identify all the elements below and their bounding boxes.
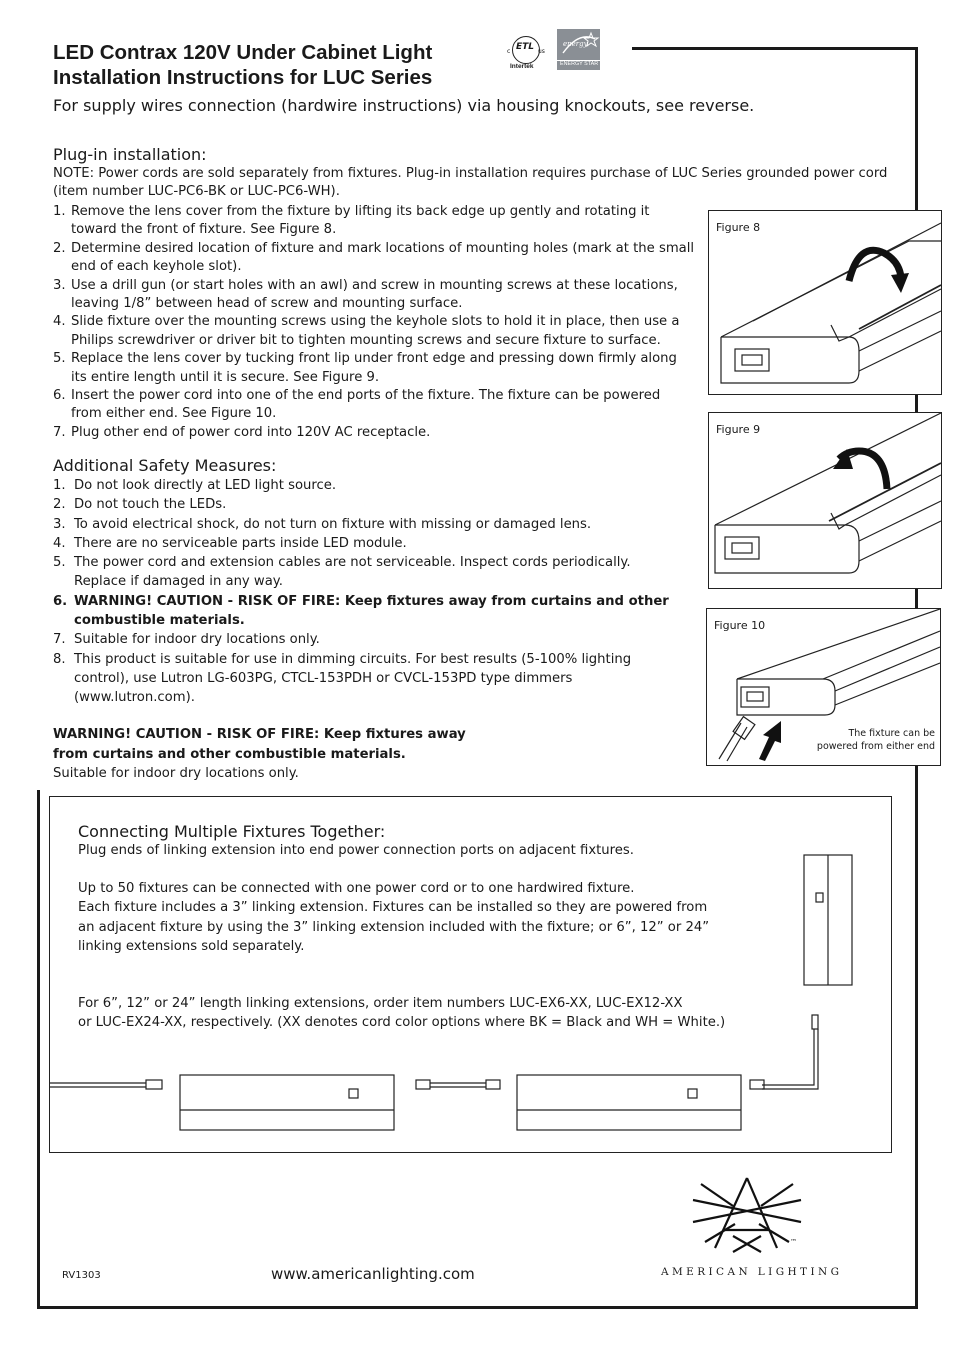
list-item-number: 6. bbox=[53, 593, 68, 609]
trademark-symbol: ™ bbox=[790, 1238, 797, 1246]
list-item-text: Slide fixture over the mounting screws using the keyhole slots to hold it in place, then use a Philips screwdriver or driver bit to tighten mounting screws and secure fixture to surface. bbox=[71, 314, 680, 348]
list-item bbox=[53, 630, 673, 649]
list-item bbox=[53, 387, 695, 424]
list-item bbox=[53, 650, 673, 708]
connecting-para-3-line-2: or LUC-EX24-XX, respectively. (XX denotes cord color options where BK = Black and WH = White.) bbox=[78, 1015, 726, 1031]
intertek-label: Intertek bbox=[510, 63, 534, 70]
list-item-number: 5. bbox=[53, 351, 66, 367]
connecting-para-2-line-3: an adjacent fixture by using the 3” linking extension included with the fixture; or 6”, 12” or 24” bbox=[78, 919, 710, 935]
list-item-text: Do not look directly at LED light source. bbox=[74, 478, 337, 493]
list-item bbox=[53, 476, 673, 495]
list-item-text: Replace the lens cover by tucking front lip under front edge and pressing down firmly along its entire length until it is secure. See Figure 9. bbox=[71, 351, 677, 385]
list-item-number: 2. bbox=[53, 497, 66, 513]
title-line-2: Installation Instructions for LUC Series bbox=[53, 66, 433, 89]
list-item-number: 7. bbox=[53, 424, 66, 440]
page-title bbox=[53, 40, 493, 90]
frame-bottom-rule bbox=[37, 1306, 918, 1309]
connecting-para-2-line-4: linking extensions sold separately. bbox=[78, 938, 305, 954]
list-item-text: Determine desired location of fixture and mark locations of mounting holes (mark at the small end of each keyhole slot). bbox=[71, 240, 695, 275]
figure-10-caption bbox=[785, 727, 935, 753]
list-item-number: 5. bbox=[53, 555, 66, 571]
plugin-note: NOTE: Power cords are sold separately from fixtures. Plug-in installation requires purchase of LUC Series grounded power cord (item number LUC-PC6-BK or LUC-PC6-WH). bbox=[53, 166, 888, 200]
list-item-number: 3. bbox=[53, 516, 66, 532]
list-item-text: There are no serviceable parts inside LED module. bbox=[74, 535, 407, 551]
list-item-text: This product is suitable for use in dimming circuits. For best results (5-100% lighting control), use Lutron LG-603PG, CTCL-153PDH or CVCL-153PD type dimmers (www.lutron.com). bbox=[74, 651, 632, 706]
figure-8-label: Figure 8 bbox=[716, 221, 761, 234]
figure-10-caption-line-2: powered from either end bbox=[816, 741, 935, 752]
arrow-up-icon bbox=[759, 721, 781, 761]
list-item-number: 1. bbox=[53, 478, 66, 493]
list-item-text: Remove the lens cover from the fixture by lifting its back edge up gently and rotating it toward the front of fixture. See Figure 8. bbox=[71, 204, 650, 238]
list-item-text: To avoid electrical shock, do not turn on fixture with missing or damaged lens. bbox=[74, 516, 592, 532]
list-item-text: Use a drill gun (or start holes with an awl) and screw in mounting screws at these locations, leaving 1/8” between head of screw and mounting surface. bbox=[71, 277, 678, 312]
plugin-steps bbox=[53, 203, 695, 442]
energy-star-label: ENERGY STAR bbox=[560, 61, 599, 67]
list-item bbox=[53, 424, 695, 442]
list-item bbox=[53, 515, 673, 534]
american-lighting-logo bbox=[655, 1170, 845, 1282]
etl-mark: ETL bbox=[516, 42, 535, 52]
star-a-logo-icon bbox=[655, 1170, 845, 1265]
page-subtitle: For supply wires connection (hardwire instructions) via housing knockouts, see reverse. bbox=[53, 96, 755, 115]
list-item bbox=[53, 240, 695, 277]
list-item-number: 4. bbox=[53, 314, 66, 330]
figure-9-label: Figure 9 bbox=[716, 423, 761, 436]
list-item-text: Plug other end of power cord into 120V AC receptacle. bbox=[71, 424, 431, 440]
connecting-fixtures-box bbox=[49, 796, 892, 1153]
list-item-number: 7. bbox=[53, 632, 66, 648]
list-item bbox=[53, 592, 673, 631]
title-line-1: LED Contrax 120V Under Cabinet Light bbox=[53, 41, 433, 64]
safety-list bbox=[53, 476, 673, 708]
list-item bbox=[53, 534, 673, 553]
fire-warning-block bbox=[53, 725, 473, 784]
footer-website: www.americanlighting.com bbox=[271, 1265, 475, 1283]
list-item-text: Suitable for indoor dry locations only. bbox=[74, 632, 320, 648]
list-item bbox=[53, 553, 673, 592]
brand-name: AMERICAN LIGHTING bbox=[661, 1266, 843, 1278]
figure-10 bbox=[706, 608, 941, 766]
energy-star-logo bbox=[557, 29, 600, 70]
connecting-heading: Connecting Multiple Fixtures Together: bbox=[78, 822, 386, 841]
fire-warning-line-3: Suitable for indoor dry locations only. bbox=[53, 766, 299, 781]
connecting-para-2-line-2: Each fixture includes a 3” linking extension. Fixtures can be installed so they are powered from bbox=[78, 900, 708, 916]
connecting-para-3-line-1: For 6”, 12” or 24” length linking extensions, order item numbers LUC-EX6-XX, LUC-EX12-XX bbox=[78, 996, 683, 1011]
connecting-para-2-line-1: Up to 50 fixtures can be connected with one power cord or to one hardwired fixture. bbox=[78, 881, 635, 896]
list-item-text: WARNING! CAUTION - RISK OF FIRE: Keep fixtures away from curtains and other combustible materials. bbox=[74, 593, 669, 629]
fixture-lens-replace-illustration bbox=[709, 413, 941, 588]
list-item-number: 6. bbox=[53, 388, 66, 404]
figure-10-label: Figure 10 bbox=[714, 619, 766, 632]
list-item bbox=[53, 313, 695, 350]
list-item-text: Insert the power cord into one of the end ports of the fixture. The fixture can be powered from either end. See Figure 10. bbox=[71, 388, 661, 422]
list-item-number: 2. bbox=[53, 240, 66, 256]
fixture-lens-removal-illustration bbox=[709, 211, 941, 394]
list-item-text: The power cord and extension cables are not serviceable. Inspect cords periodically. Replace if damaged in any way. bbox=[74, 555, 631, 590]
list-item-number: 8. bbox=[53, 651, 66, 667]
revision-code: RV1303 bbox=[62, 1270, 101, 1281]
list-item bbox=[53, 277, 695, 314]
etl-cert-logo bbox=[507, 36, 545, 72]
etl-c-mark: c bbox=[507, 48, 511, 55]
etl-us-mark: us bbox=[538, 48, 545, 55]
list-item-text: Do not touch the LEDs. bbox=[74, 497, 227, 513]
list-item bbox=[53, 350, 695, 387]
list-item-number: 4. bbox=[53, 535, 66, 551]
list-item bbox=[53, 203, 695, 240]
list-item bbox=[53, 495, 673, 514]
frame-top-rule bbox=[632, 47, 918, 50]
figure-10-caption-line-1: The fixture can be bbox=[848, 728, 935, 739]
figure-8 bbox=[708, 210, 942, 395]
plugin-heading: Plug-in installation: bbox=[53, 145, 207, 164]
energy-script: energy bbox=[563, 40, 588, 48]
connecting-para-1: Plug ends of linking extension into end power connection ports on adjacent fixtures. bbox=[78, 843, 634, 858]
fire-warning-line-2: from curtains and other combustible materials. bbox=[53, 746, 406, 762]
list-item-number: 3. bbox=[53, 277, 66, 293]
figure-9 bbox=[708, 412, 942, 589]
safety-heading: Additional Safety Measures: bbox=[53, 456, 277, 475]
list-item-number: 1. bbox=[53, 204, 66, 219]
fire-warning-line-1: WARNING! CAUTION - RISK OF FIRE: Keep fixtures away bbox=[53, 727, 466, 742]
frame-left-rule bbox=[37, 790, 40, 1309]
linked-fixtures-illustration bbox=[50, 797, 893, 1154]
